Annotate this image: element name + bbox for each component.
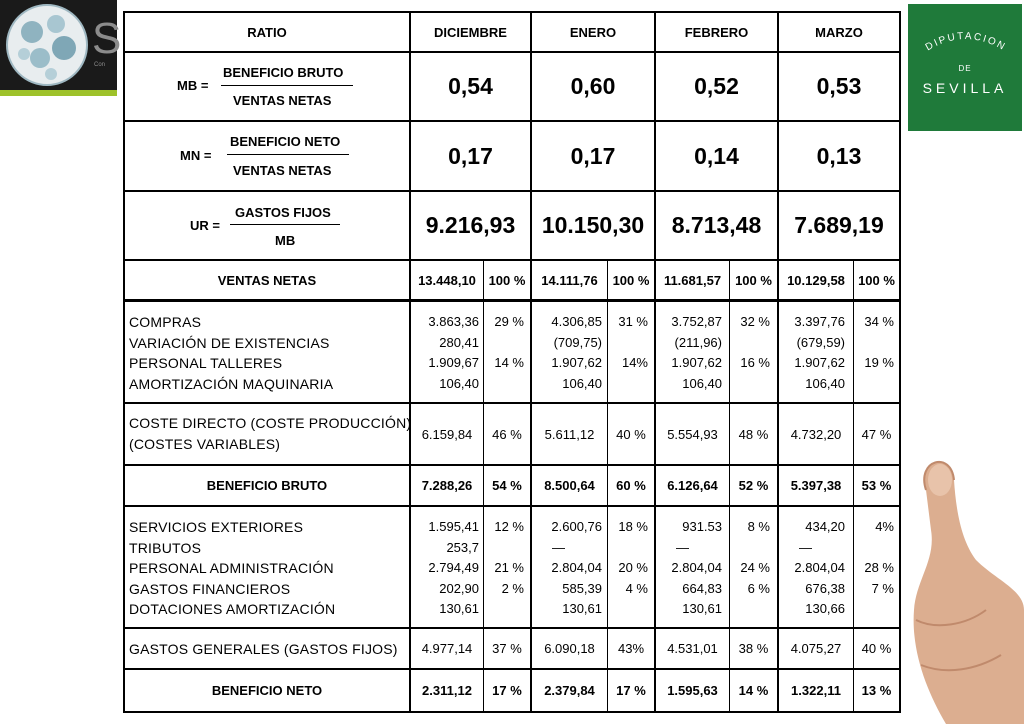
header-ratio: RATIO (247, 24, 287, 40)
beneficio-bruto-pct: 54 % (492, 478, 522, 493)
cells-logo-icon (4, 2, 90, 88)
beneficio-bruto-value: 6.126,64 (667, 478, 718, 493)
gastos-values-diciembre: 1.595,41 253,7 2.794,49 202,90 130,61 (428, 519, 479, 616)
beneficio-neto-value: 2.379,84 (544, 683, 595, 698)
header-diciembre: DICIEMBRE (434, 24, 507, 40)
ventas-value: 11.681,57 (663, 272, 722, 288)
gastos-generales-pct: 43% (617, 641, 645, 656)
mb-value-enero: 0,60 (570, 73, 616, 99)
beneficio-bruto-value: 8.500,64 (544, 478, 595, 493)
ur-value-marzo: 7.689,19 (794, 212, 884, 238)
diputacion-arc-text (908, 4, 1022, 64)
diputacion-logo (908, 4, 1022, 131)
mb-value-diciembre: 0,54 (448, 73, 493, 99)
ur-value-febrero: 8.713,48 (671, 212, 762, 238)
mn-value-diciembre: 0,17 (448, 142, 493, 169)
beneficio-bruto-pct: 52 % (738, 478, 769, 493)
logo-accent-bar (0, 90, 117, 96)
gastos-pcts-marzo: 4% 28 % 7 % (864, 519, 894, 596)
coste-directo-pct: 47 % (861, 426, 892, 442)
gastos-generales-value: 4.075,27 (790, 641, 842, 656)
beneficio-bruto-pct: 60 % (616, 478, 646, 493)
costes-pcts-diciembre: 29 % 14 % (494, 314, 524, 370)
costes-pcts-marzo: 34 % 19 % (864, 314, 894, 370)
beneficio-bruto-value: 5.397,38 (790, 478, 842, 493)
ventas-label: VENTAS NETAS (217, 272, 317, 288)
coste-directo-value: 4.732,20 (790, 426, 842, 442)
header-febrero: FEBRERO (684, 24, 749, 40)
ventas-pct: 100 % (612, 272, 650, 288)
gastos-pcts-enero: 18 % 20 % 4 % (618, 519, 648, 596)
costes-pcts-febrero: 32 % 16 % (740, 314, 770, 370)
beneficio-neto-label: BENEFICIO NETO (211, 683, 323, 698)
mb-value-febrero: 0,52 (694, 73, 739, 99)
ur-value-diciembre: 9.216,93 (425, 212, 516, 238)
costes-values-marzo: 3.397,76 (679,59) 1.907,62 106,40 (794, 314, 845, 391)
header-enero: ENERO (569, 24, 617, 40)
costes-pcts-enero: 31 % 14% (618, 314, 648, 370)
coste-directo-value: 5.554,93 (667, 426, 718, 442)
costes-labels (129, 312, 333, 394)
logo-letter: S (92, 14, 122, 63)
gastos-values-marzo: 434,20 — 2.804,04 676,38 130,66 (794, 519, 845, 616)
ventas-value: 14.111,76 (541, 272, 598, 288)
gastos-generales-pct: 40 % (861, 641, 892, 656)
beneficio-neto-pct: 14 % (738, 683, 769, 698)
mn-value-marzo: 0,13 (816, 142, 862, 169)
logo-small-text: Con (94, 62, 106, 68)
cost-label: AMORTIZACIÓN MAQUINARIA (129, 375, 334, 392)
ventas-pct: 100 % (735, 272, 772, 288)
svg-text:DIPUTACION: DIPUTACION (923, 30, 1009, 54)
beneficio-neto-value: 1.322,11 (791, 683, 841, 698)
costes-values-enero: 4.306,85 (709,75) 1.907,62 106,40 (551, 314, 602, 391)
coste-directo-value: 6.159,84 (421, 426, 473, 442)
ventas-value: 13.448,10 (418, 272, 476, 288)
ventas-value: 10.129,58 (787, 272, 845, 288)
coste-directo-pct: 46 % (492, 426, 522, 442)
gastos-generales-value: 4.531,01 (667, 641, 718, 656)
mn-value-enero: 0,17 (570, 142, 616, 169)
mn-value-febrero: 0,14 (694, 142, 739, 169)
ratio-table: RATIO DICIEMBRE ENERO FEBRERO MARZO MB = BENEFICIO BRUTO VENTAS NETAS 0,54 0,60 0,52 0,53 MN = BENEFICIO NETO VENTAS NETAS 0,17 0,17 0,14 0,13 UR = GASTOS FIJOS MB 9.216,93 10.150,30 8.713,48 7.689,19 VENTAS NETAS 13.448,10 100 % 14.111,76 100 % 11.681,57 100 % 10.129,58 100 % COMPRAS VARIACIÓN DE EXISTENCIAS PERSONAL TALLERES AMORTIZACIÓN MAQUINARIA 3.863,36 280,41 1.909,67 106,40 29 % 14 % 4.306,85 (709,75) 1.907,62 106,40 31 % 14% 3.752,87 (211,96) 1.907,62 106,40 32 % 16 % 3.397,76 (679,59) 1.907,62 106,40 34 % 19 % COSTE DIRECTO (COSTE PRODUCCIÓN) (COSTES VARIABLES) 6.159,84 46 % 5.611,12 40 % 5.554,93 48 % 4.732,20 47 % BENEFICIO BRUTO 7.288,26 54 % 8.500,64 60 % 6.126,64 52 % 5.397,38 53 % SERVICIOS EXTERIORES TRIBUTOS PERSONAL ADMINISTRACIÓN GASTOS FINANCIEROS DOTACIONES AMORTIZACIÓN 1.595,41 253,7 2.794,49 202,90 130,61 12 % 21 % 2 % 2.600,76 — 2.804,04 585,39 130,61 18 % 20 % 4 % 931.53 — 2.804,04 664,83 130,61 8 % 24 % 6 % 434,20 — 2.804,04 676,38 130,66 4% 28 % 7 % GASTOS GENERALES (GASTOS FIJOS) 4.977,14 37 % 6.090,18 43% 4.531,01 38 % 4.075,27 40 % BENEFICIO NETO 2.311,12 17 % 2.379,84 17 % 1.595,63 14 % 1.322,11 13 % (123, 11, 901, 713)
cost-label: VARIACIÓN DE EXISTENCIAS (129, 334, 330, 351)
gastos-generales-label: GASTOS GENERALES (GASTOS FIJOS) (129, 640, 398, 657)
cost-label: COMPRAS (129, 314, 202, 330)
mb-value-marzo: 0,53 (816, 73, 862, 99)
ventas-pct: 100 % (858, 272, 895, 288)
logo-sevilla: SEVILLA (922, 80, 1008, 96)
logo-de: DE (958, 64, 972, 73)
coste-directo-value: 5.611,12 (544, 426, 595, 442)
gastos-values-enero: 2.600,76 — 2.804,04 585,39 130,61 (551, 519, 602, 616)
beneficio-neto-pct: 17 % (616, 683, 646, 698)
header-marzo: MARZO (815, 24, 863, 40)
gastos-pcts-febrero: 8 % 24 % 6 % (740, 519, 770, 596)
coste-directo-pct: 40 % (616, 426, 646, 442)
beneficio-bruto-value: 7.288,26 (421, 478, 473, 493)
gastos-labels: SERVICIOS EXTERIORES TRIBUTOS PERSONAL ADMINISTRACIÓN GASTOS FINANCIEROS DOTACIONES AMORTIZACIÓN (129, 519, 336, 617)
beneficio-bruto-pct: 53 % (861, 478, 892, 493)
beneficio-neto-value: 1.595,63 (667, 683, 718, 698)
gastos-generales-pct: 38 % (738, 641, 769, 656)
costes-values-diciembre: 3.863,36 280,41 1.909,67 106,40 (428, 314, 479, 391)
ur-value-enero: 10.150,30 (541, 212, 645, 238)
gastos-generales-value: 4.977,14 (421, 641, 473, 656)
gastos-pcts-diciembre: 12 % 21 % 2 % (494, 519, 524, 596)
gastos-generales-pct: 37 % (492, 641, 522, 656)
coste-directo-pct: 48 % (738, 426, 769, 442)
beneficio-neto-pct: 17 % (492, 683, 522, 698)
cost-label: PERSONAL TALLERES (129, 355, 283, 371)
beneficio-neto-pct: 13 % (861, 683, 892, 698)
beneficio-bruto-label: BENEFICIO BRUTO (206, 478, 328, 493)
gastos-generales-value: 6.090,18 (544, 641, 595, 656)
coste-directo-label: COSTE DIRECTO (COSTE PRODUCCIÓN) (COSTES VARIABLES) (129, 415, 412, 452)
logo-left (0, 0, 122, 96)
beneficio-neto-value: 2.311,12 (422, 683, 472, 698)
costes-values-febrero: 3.752,87 (211,96) 1.907,62 106,40 (671, 314, 722, 391)
gastos-values-febrero: 931.53 — 2.804,04 664,83 130,61 (671, 519, 722, 616)
ventas-pct: 100 % (488, 272, 526, 288)
thumb-hand-image (906, 450, 1024, 724)
